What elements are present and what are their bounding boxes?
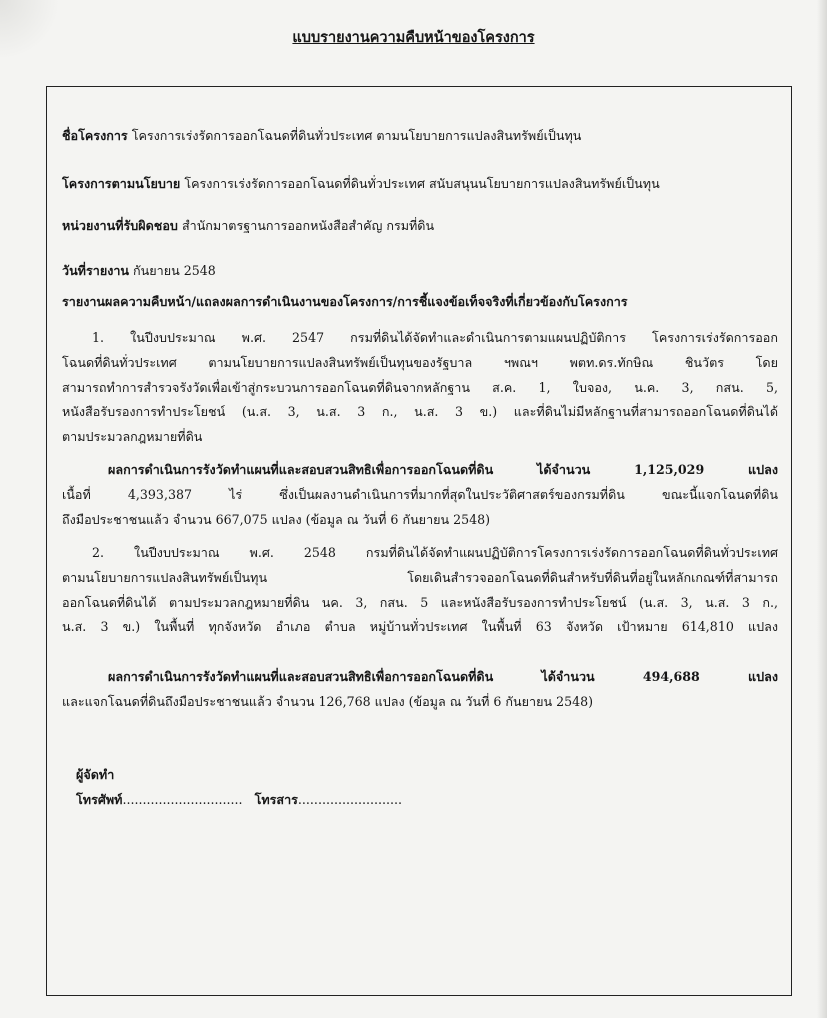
paragraph-line: หนังสือรับรองการทำประโยชน์ (น.ส. 3, น.ส. 3 ก., น.ส. 3 ข.) และที่ดินไม่มีหลักฐานที่สามารถออกโฉนดที่ดินได้ — [62, 404, 778, 420]
policy-text: โครงการเร่งรัดการออกโฉนดที่ดินทั่วประเทศ สนับสนุนนโยบายการแปลงสินทรัพย์เป็นทุน — [184, 176, 660, 191]
date-row — [62, 261, 216, 281]
paragraph-line: 1. ในปีงบประมาณ พ.ศ. 2547 กรมที่ดินได้จัดทำและดำเนินการตามแผนปฏิบัติการ โครงการเร่งรัดการออก — [92, 330, 778, 345]
result-2 — [62, 665, 778, 715]
project-label: ชื่อโครงการ — [62, 128, 128, 143]
paragraph-line: น.ส. 3 ข.) ในพื้นที่ ทุกจังหวัด อำเภอ ตำบล หมู่บ้านทั่วประเทศ ในพื้นที่ 63 จังหวัด เป้าหมาย 614,810 แปลง — [62, 619, 778, 635]
agency-name: สำนักมาตรฐานการออกหนังสือสำคัญ กรมที่ดิน — [181, 218, 435, 233]
policy-label: โครงการตามนโยบาย — [62, 176, 181, 191]
result-1 — [62, 458, 778, 532]
project-name: โครงการเร่งรัดการออกโฉนดที่ดินทั่วประเทศ ตามนโยบายการแปลงสินทรัพย์เป็นทุน — [131, 128, 582, 143]
result-line: ผลการดำเนินการรังวัดทำแผนที่และสอบสวนสิทธิเพื่อการออกโฉนดที่ดิน ได้จำนวน 1,125,029 แปลง — [108, 462, 778, 477]
paragraph-line: ตามประมวลกฎหมายที่ดิน — [62, 429, 203, 445]
paragraph-line: โฉนดที่ดินทั่วประเทศ ตามนโยบายการแปลงสินทรัพย์เป็นทุนของรัฐบาล ฯพณฯ พตท.ดร.ทักษิณ ชินวัตร โดย — [62, 354, 778, 370]
date-label: วันที่รายงาน — [62, 263, 130, 278]
fax-label: โทรสาร — [254, 792, 298, 807]
scan-edge — [817, 0, 827, 1018]
preparer-label: ผู้จัดทำ — [76, 767, 115, 782]
paragraph-line: ตามนโยบายการแปลงสินทรัพย์เป็นทุน โดยเดินสำรวจออกโฉนดที่ดินสำหรับที่ดินที่อยู่ในหลักเกณฑ์ที่สามารถ — [62, 569, 778, 585]
result-line: ถึงมือประชาชนแล้ว จำนวน 667,075 แปลง (ข้อมูล ณ วันที่ 6 กันยายน 2548) — [62, 511, 491, 527]
agency-label: หน่วยงานที่รับผิดชอบ — [62, 218, 178, 233]
phone-field: .............................. — [122, 792, 243, 807]
paragraph-2 — [62, 541, 778, 640]
document-title: แบบรายงานความคืบหน้าของโครงการ — [292, 29, 535, 46]
paragraph-line: สามารถทำการสำรวจรังวัดเพื่อเข้าสู่กระบวนการออกโฉนดที่ดินจากหลักฐาน ส.ค. 1, ใบจอง, น.ค. 3, กสน. 5, — [62, 379, 778, 395]
paragraph-1 — [62, 326, 778, 450]
result-line: ผลการดำเนินการรังวัดทำแผนที่และสอบสวนสิทธิเพื่อการออกโฉนดที่ดิน ได้จำนวน 494,688 แปลง — [108, 669, 778, 684]
date-value: กันยายน 2548 — [133, 263, 216, 278]
fax-field: .......................... — [297, 792, 403, 807]
result-line: เนื้อที่ 4,393,387 ไร่ ซึ่งเป็นผลงานดำเนินการที่มากที่สุดในประวัติศาสตร์ของกรมที่ดิน ขณะนี้แจกโฉนดที่ดิน — [62, 486, 778, 502]
phone-label: โทรศัพท์ — [76, 792, 123, 807]
result-line: และแจกโฉนดที่ดินถึงมือประชาชนแล้ว จำนวน 126,768 แปลง (ข้อมูล ณ วันที่ 6 กันยายน 2548) — [62, 693, 594, 709]
paragraph-line: ออกโฉนดที่ดินได้ ตามประมวลกฎหมายที่ดิน นค. 3, กสน. 5 และหนังสือรับรองการทำประโยชน์ (น.ส. 3, น.ส. 3 ก., — [62, 594, 778, 610]
agency-row — [62, 216, 434, 236]
policy-row — [62, 174, 660, 194]
section-heading: รายงานผลความคืบหน้า/แถลงผลการดำเนินงานของโครงการ/การชี้แจงข้อเท็จจริงที่เกี่ยวข้องกับโครงการ — [62, 294, 628, 309]
contact-row — [76, 790, 402, 810]
paragraph-line: 2. ในปีงบประมาณ พ.ศ. 2548 กรมที่ดินได้จัดทำแผนปฏิบัติการโครงการเร่งรัดการออกโฉนดที่ดินทั่วประเทศ — [92, 545, 778, 560]
project-row — [62, 126, 581, 146]
